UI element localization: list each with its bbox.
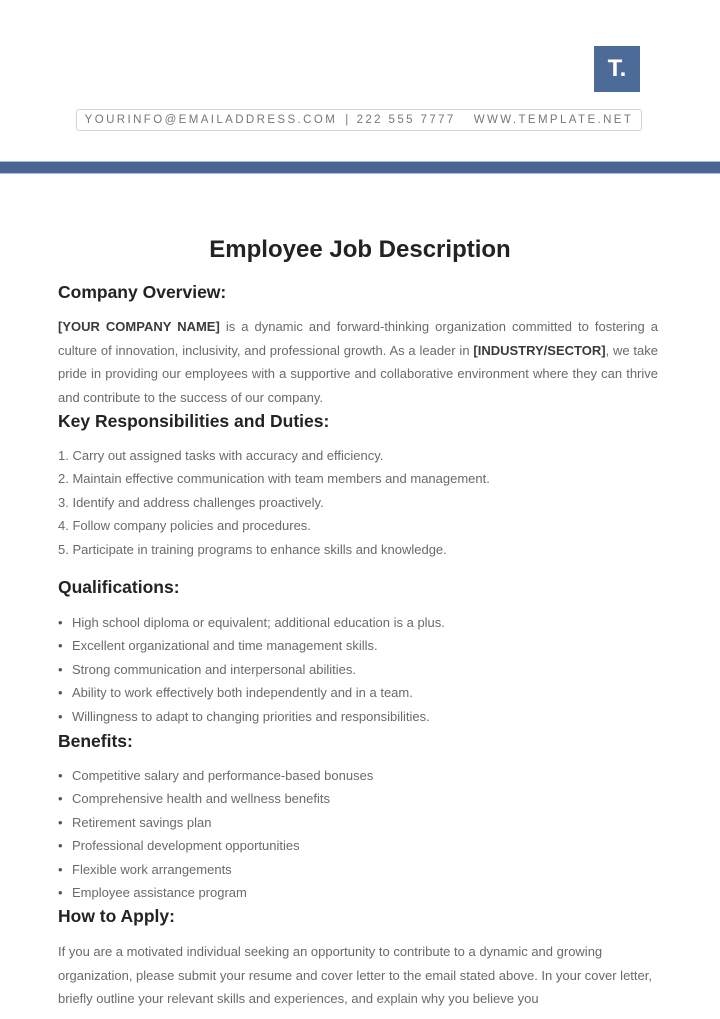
contact-phone: 222 555 7777 [356,114,456,126]
contact-email: YOURINFO@EMAILADDRESS.COM [84,114,338,126]
bullet-icon: • [58,814,63,830]
heading-responsibilities: Key Responsibilities and Duties: [58,411,330,431]
template-logo [594,46,640,92]
company-name-placeholder: [YOUR COMPANY NAME] [58,319,220,334]
bullet-icon: • [58,615,63,630]
list-item: • Strong communication and interpersonal abilities. [58,658,445,681]
list-item: 3. Identify and address challenges proactively. [58,494,324,510]
bullet-icon: • [58,661,63,677]
list-item: 4. Follow company policies and procedures. [58,518,311,534]
list-item: • Excellent organizational and time management skills. [58,634,445,657]
list-item: 1. Carry out assigned tasks with accuracy and efficiency. [58,448,384,463]
document-title: Employee Job Description [209,236,511,263]
bullet-icon: • [58,838,63,854]
heading-company-overview: Company Overview: [58,282,227,302]
bullet-icon: • [58,791,63,807]
bullet-icon: • [58,861,63,877]
list-item: • Professional development opportunities [58,834,373,857]
bullet-icon: • [58,884,63,900]
logo-letter: T. [607,55,627,82]
list-item: • Ability to work effectively both independently and in a team. [58,681,445,704]
list-item: 2. Maintain effective communication with team members and management. [58,471,490,487]
heading-qualifications: Qualifications: [58,577,180,597]
how-to-apply-text: If you are a motivated individual seeking an opportunity to contribute to a dynamic and growing organization, please submit your resume and cover letter to the email stated above. In your cover letter, briefly outline your relevant skills and experiences, and explain why you believe you [58,944,652,1006]
list-item: 5. Participate in training programs to enhance skills and knowledge. [58,541,447,557]
bullet-icon: • [58,768,63,783]
list-item: • Comprehensive health and wellness benefits [58,787,373,810]
contact-separator: | [345,114,351,126]
industry-placeholder: [INDUSTRY/SECTOR] [473,342,606,358]
list-item: • Flexible work arrangements [58,858,373,881]
list-item: • Willingness to adapt to changing priorities and responsibilities. [58,705,445,728]
list-item: • Competitive salary and performance-based bonuses [58,764,373,787]
bullet-icon: • [58,638,63,654]
heading-benefits: Benefits: [58,731,133,751]
company-overview-text [58,315,658,409]
header-accent-band [0,162,720,173]
list-item: • High school diploma or equivalent; additional education is a plus. [58,611,445,634]
overview-text-1: is a dynamic and forward-thinking organization committed to fostering a culture of innovation, inclusivity, and professional growth. As a leader in [58,319,658,358]
list-item: • Employee assistance program [58,881,373,904]
list-item: • Retirement savings plan [58,811,373,834]
heading-how-to-apply: How to Apply: [58,906,175,926]
contact-website: WWW.TEMPLATE.NET [473,114,634,126]
responsibilities-list [58,444,490,561]
bullet-icon: • [58,708,63,724]
qualifications-list [58,611,445,728]
benefits-list [58,764,373,904]
bullet-icon: • [58,685,63,701]
contact-bar [76,109,642,131]
overview-text-2: , we take pride in providing our employees with a supportive and collaborative environment where they can thrive and contribute to the success of our company. [58,342,658,405]
